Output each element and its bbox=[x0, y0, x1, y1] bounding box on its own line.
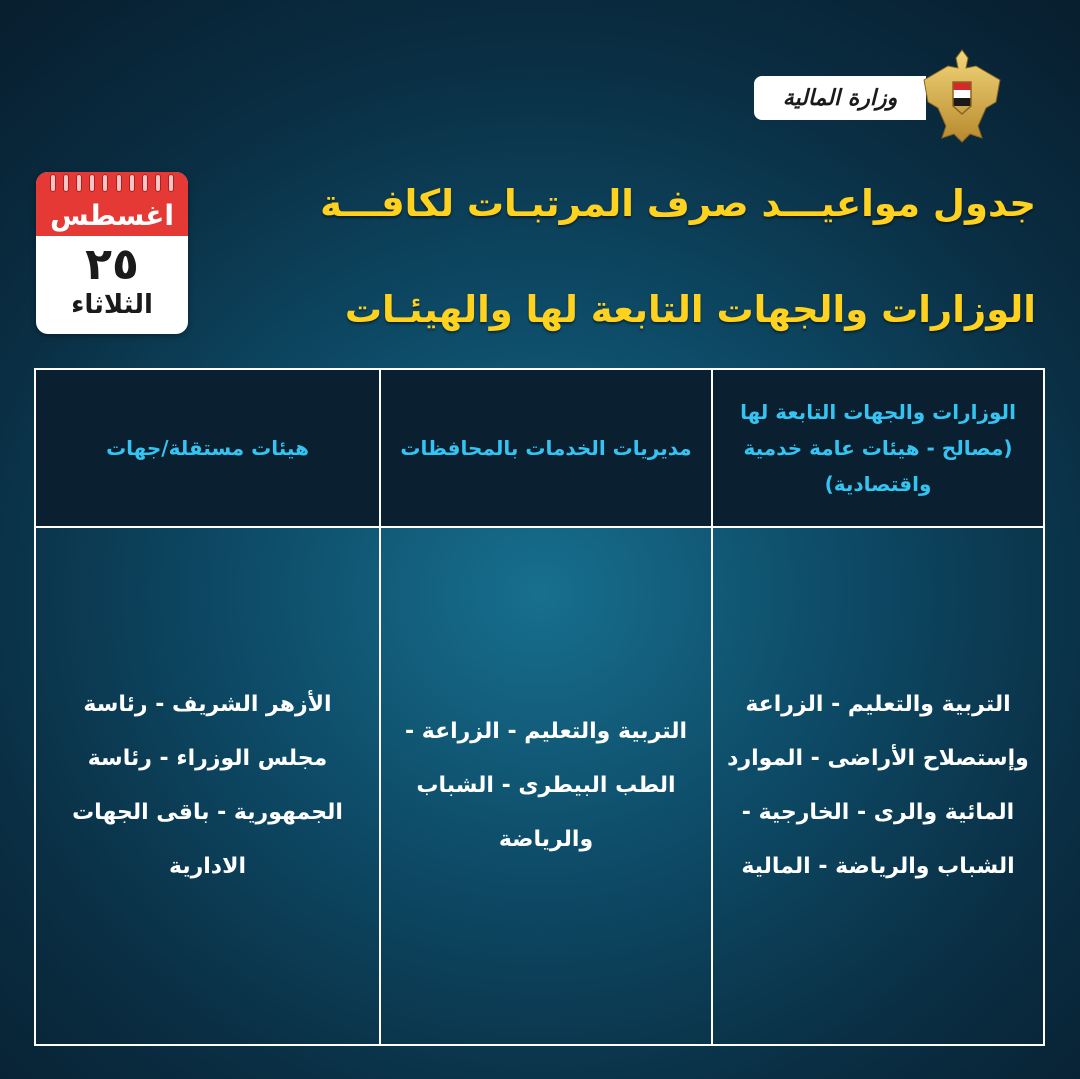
calendar-ring-icon bbox=[102, 174, 108, 192]
calendar-ring-icon bbox=[76, 174, 82, 192]
ministry-name-badge bbox=[754, 76, 926, 120]
schedule-table bbox=[34, 368, 1045, 1046]
calendar-ring-icon bbox=[155, 174, 161, 192]
calendar-weekday: الثلاثاء bbox=[71, 290, 153, 320]
eagle-emblem-icon bbox=[920, 46, 1004, 146]
calendar-ring-icon bbox=[129, 174, 135, 192]
header-ministries: الوزارات والجهات التابعة لها (مصالح - هيئات عامة خدمية واقتصادية) bbox=[740, 400, 1016, 496]
cell-directorates: التربية والتعليم - الزراعة - الطب البيطرى - الشباب والرياضة bbox=[404, 719, 688, 852]
calendar-ring-icon bbox=[50, 174, 56, 192]
calendar-ring-icon bbox=[63, 174, 69, 192]
ministry-name: وزارة المالية bbox=[782, 85, 898, 111]
header-independent-bodies: هيئات مستقلة/جهات bbox=[106, 436, 309, 460]
calendar-day: ٢٥ bbox=[85, 239, 139, 290]
calendar-ring-icon bbox=[142, 174, 148, 192]
calendar-ring-icon bbox=[89, 174, 95, 192]
title-line-1: جدول مواعيـــد صرف المرتبـات لكافـــة bbox=[320, 182, 1036, 225]
calendar-month: اغسطس bbox=[49, 199, 175, 232]
title-line-2: الوزارات والجهات التابعة لها والهيئـات bbox=[344, 288, 1036, 331]
ministry-logo bbox=[734, 46, 1004, 146]
calendar-rings bbox=[50, 174, 174, 194]
calendar-widget bbox=[36, 172, 188, 334]
header-directorates: مديريات الخدمات بالمحافظات bbox=[400, 436, 692, 460]
cell-ministries: التربية والتعليم - الزراعة وإستصلاح الأراضى - الموارد المائية والرى - الخارجية - الشباب والرياضة - المالية bbox=[727, 692, 1029, 879]
calendar-ring-icon bbox=[116, 174, 122, 192]
calendar-ring-icon bbox=[168, 174, 174, 192]
cell-independent-bodies: الأزهر الشريف - رئاسة مجلس الوزراء - رئاسة الجمهورية - باقى الجهات الادارية bbox=[72, 692, 343, 879]
